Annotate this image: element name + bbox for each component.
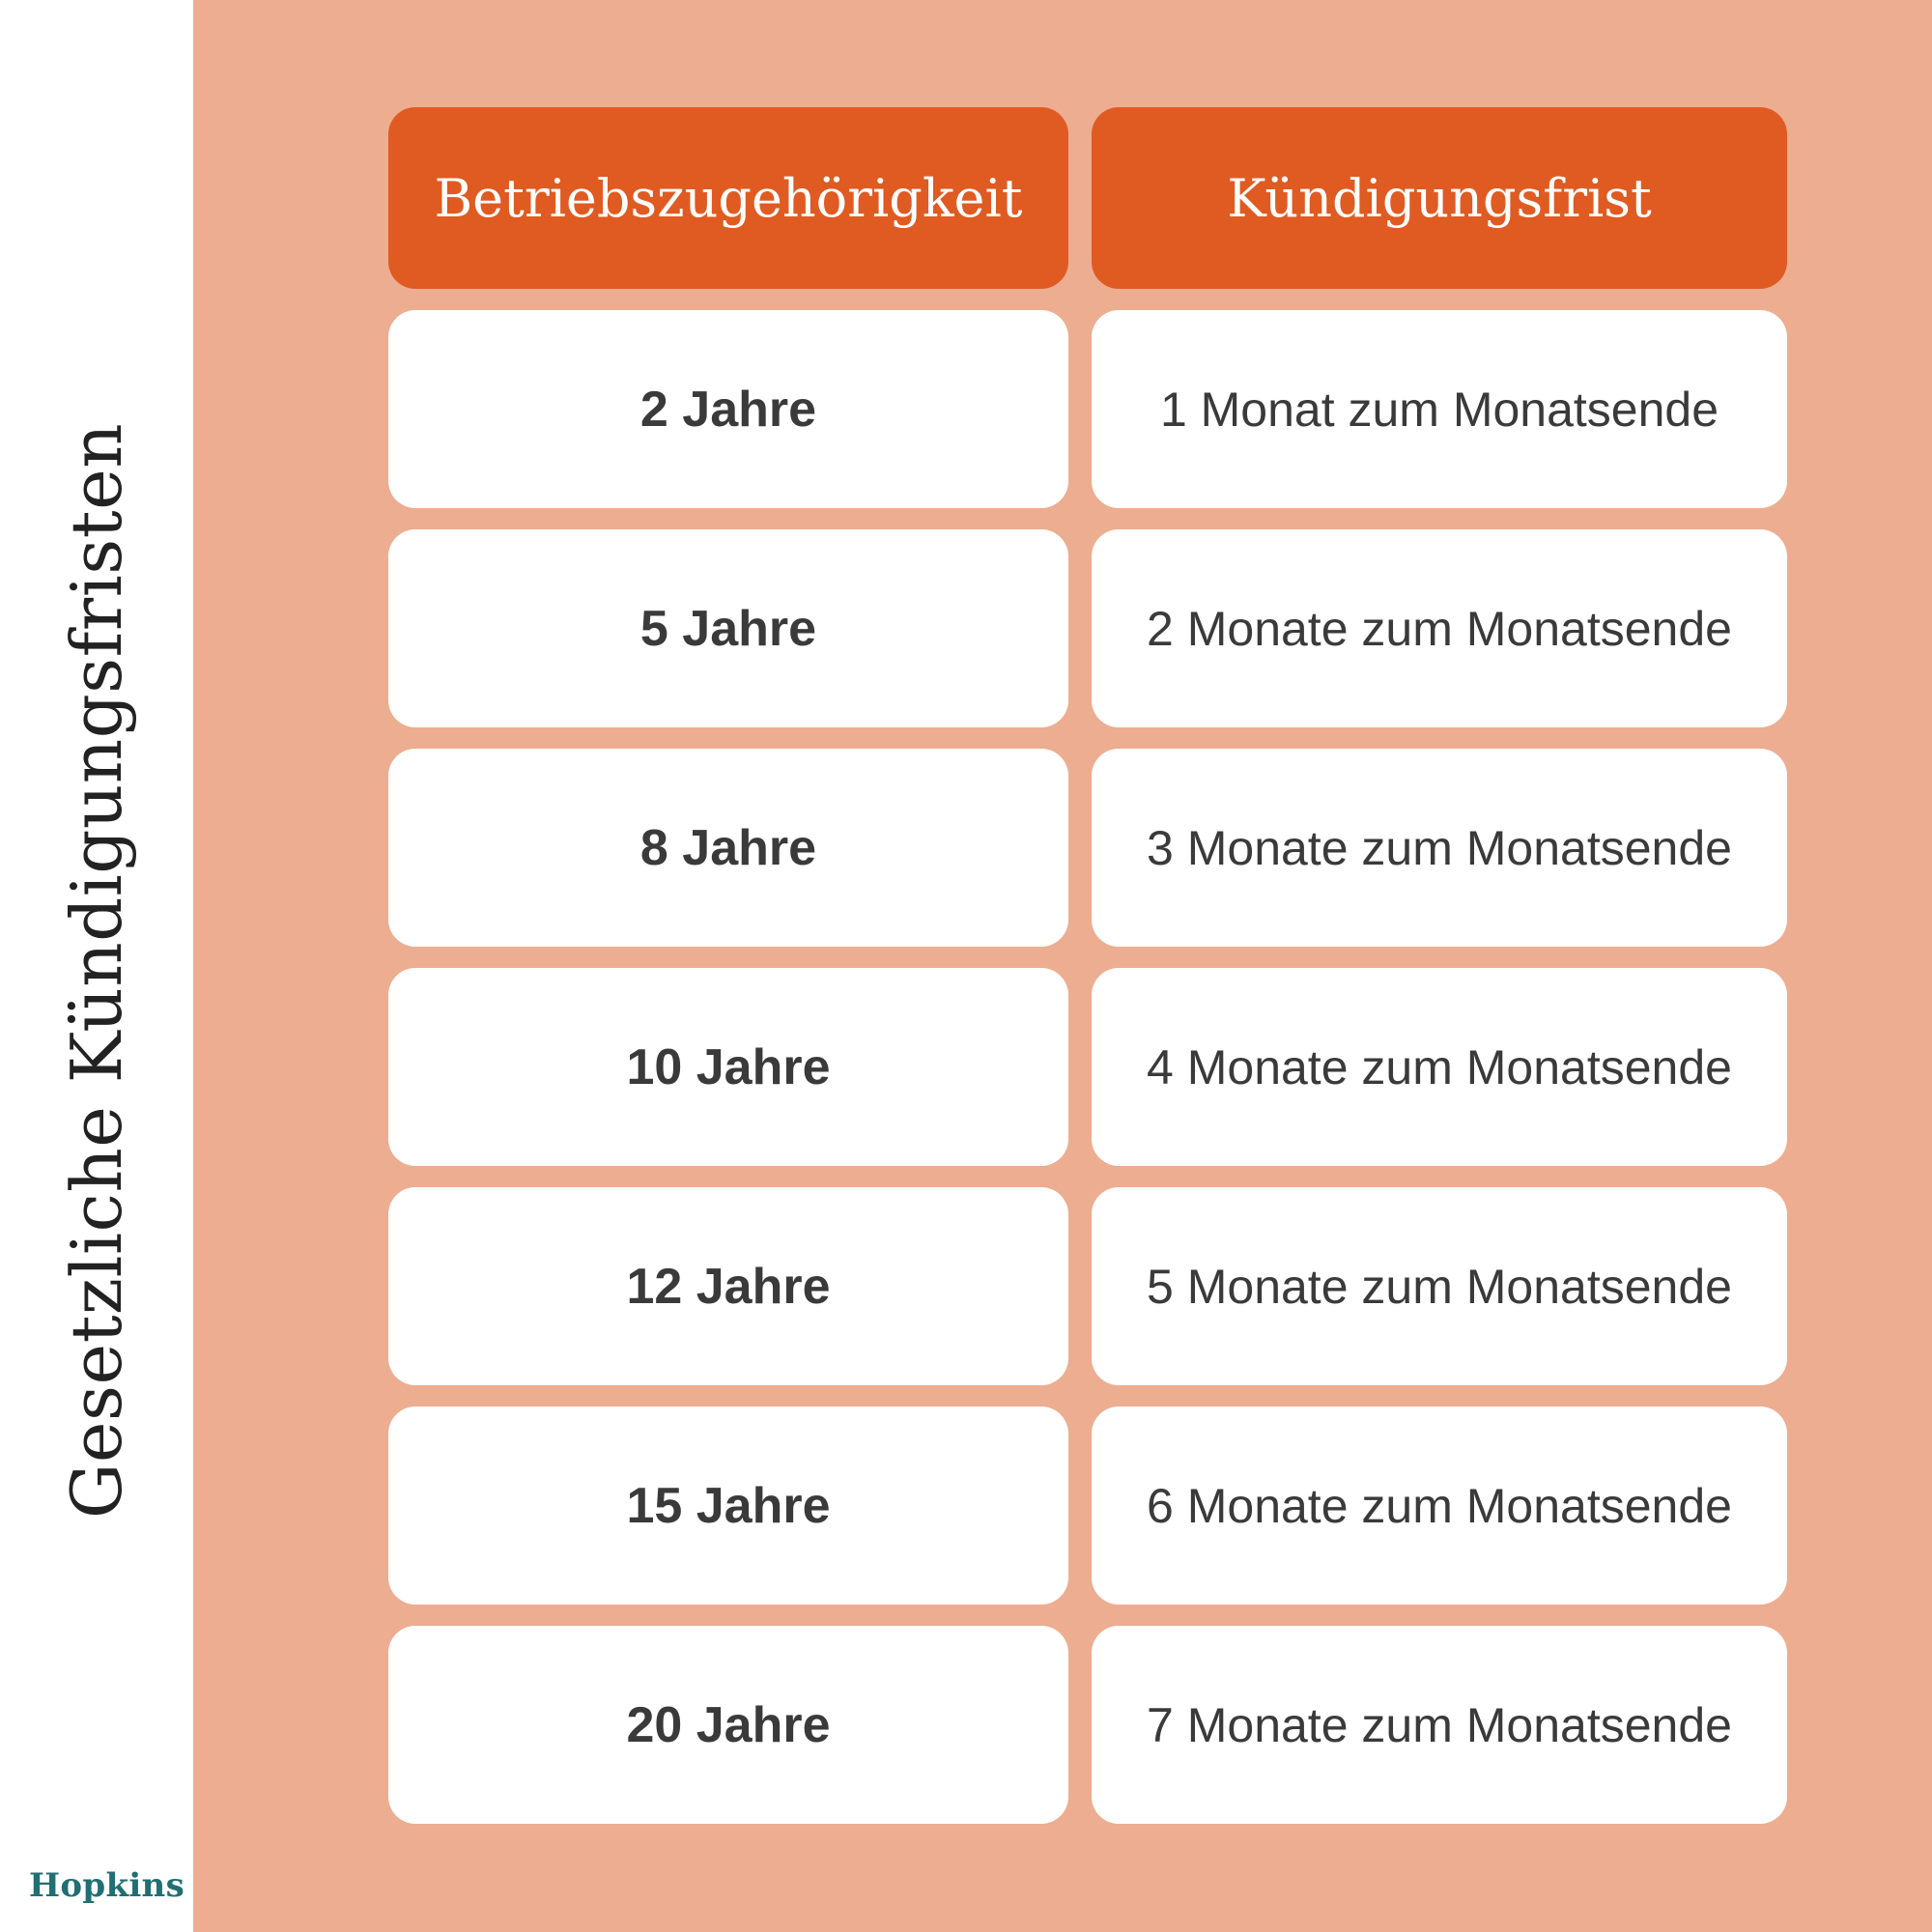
notice-period-cell: 1 Monat zum Monatsende — [1092, 310, 1787, 508]
table-panel — [193, 0, 1932, 1932]
column-header-tenure: Betriebszugehörigkeit — [388, 107, 1068, 289]
notice-period-cell: 3 Monate zum Monatsende — [1092, 749, 1787, 947]
tenure-cell: 2 Jahre — [388, 310, 1068, 508]
tenure-cell: 8 Jahre — [388, 749, 1068, 947]
table-row — [388, 968, 1787, 1166]
table-row — [388, 1187, 1787, 1385]
tenure-cell: 15 Jahre — [388, 1406, 1068, 1605]
column-header-notice-period: Kündigungsfrist — [1092, 107, 1787, 289]
notice-period-cell: 7 Monate zum Monatsende — [1092, 1626, 1787, 1824]
table-row — [388, 1406, 1787, 1605]
notice-period-cell: 2 Monate zum Monatsende — [1092, 529, 1787, 727]
table-row — [388, 529, 1787, 727]
tenure-cell: 5 Jahre — [388, 529, 1068, 727]
notice-period-cell: 6 Monate zum Monatsende — [1092, 1406, 1787, 1605]
tenure-cell: 20 Jahre — [388, 1626, 1068, 1824]
notice-period-cell: 4 Monate zum Monatsende — [1092, 968, 1787, 1166]
table-row — [388, 1626, 1787, 1824]
table-row — [388, 310, 1787, 508]
tenure-cell: 12 Jahre — [388, 1187, 1068, 1385]
sidebar — [0, 0, 193, 1932]
notice-period-cell: 5 Monate zum Monatsende — [1092, 1187, 1787, 1385]
table-header — [388, 107, 1787, 289]
page-title: Gesetzliche Kündigungsfristen — [56, 422, 137, 1520]
brand-logo: Hopkins — [29, 1866, 185, 1905]
tenure-cell: 10 Jahre — [388, 968, 1068, 1166]
table-row — [388, 749, 1787, 947]
